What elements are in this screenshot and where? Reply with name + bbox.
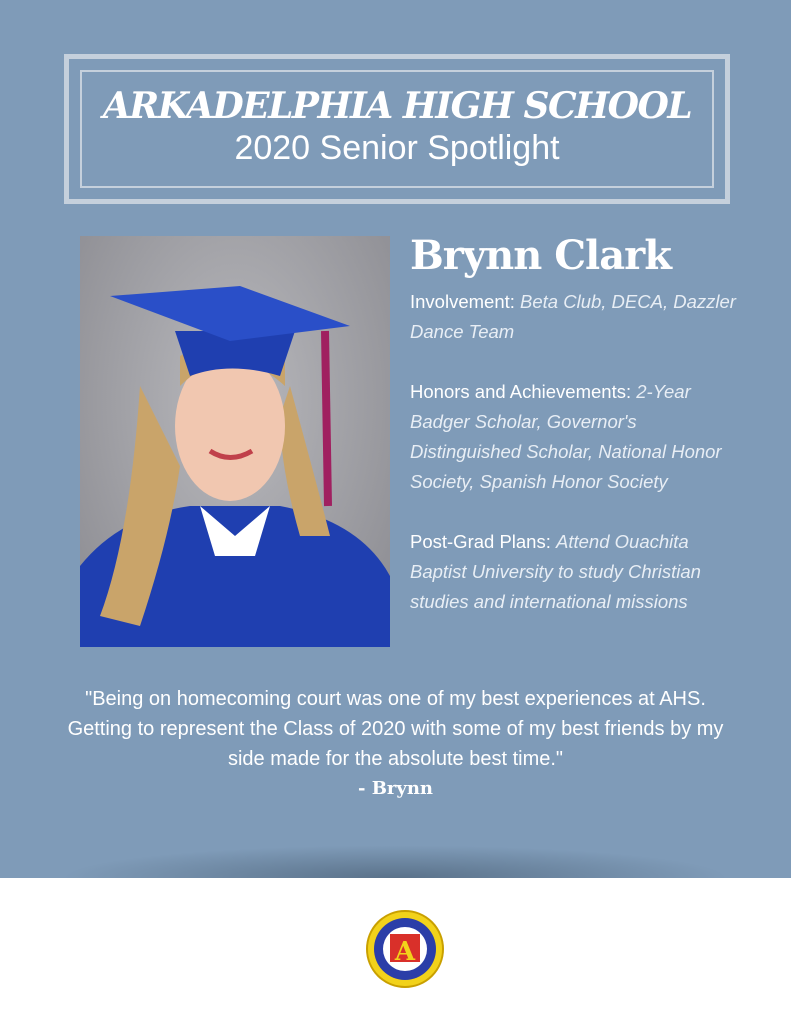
plans-section [410, 527, 740, 617]
student-portrait [80, 236, 390, 647]
plans-label: Post-Grad Plans: [410, 531, 551, 552]
student-name: Brynn Clark [410, 232, 671, 279]
quote-text: "Being on homecoming court was one of my best experiences at AHS. Getting to represent the Class of 2020 with some of my best friends by my side made for the absolute best time." [67, 688, 724, 770]
school-name: ARKADELPHIA HIGH SCHOOL [102, 85, 692, 127]
honors-label: Honors and Achievements: [410, 381, 632, 402]
spotlight-subtitle: 2020 Senior Spotlight [234, 129, 560, 167]
panel-shadow [60, 845, 731, 878]
title-box [80, 70, 714, 188]
involvement-value: Beta Club, DECA, Dazzler Dance Team [410, 291, 736, 342]
involvement-section [410, 287, 740, 347]
student-quote [60, 684, 731, 804]
honors-value: 2-Year Badger Scholar, Governor's Distinguished Scholar, National Honor Society, Spanish Honor Society [410, 381, 722, 492]
student-info [410, 287, 740, 647]
quote-attribution: - Brynn [357, 778, 434, 799]
plans-value: Attend Ouachita Baptist University to study Christian studies and international missions [410, 531, 701, 612]
svg-text:A: A [394, 937, 416, 967]
honors-section [410, 377, 740, 497]
district-seal-logo [366, 910, 444, 988]
involvement-label: Involvement: [410, 291, 515, 312]
